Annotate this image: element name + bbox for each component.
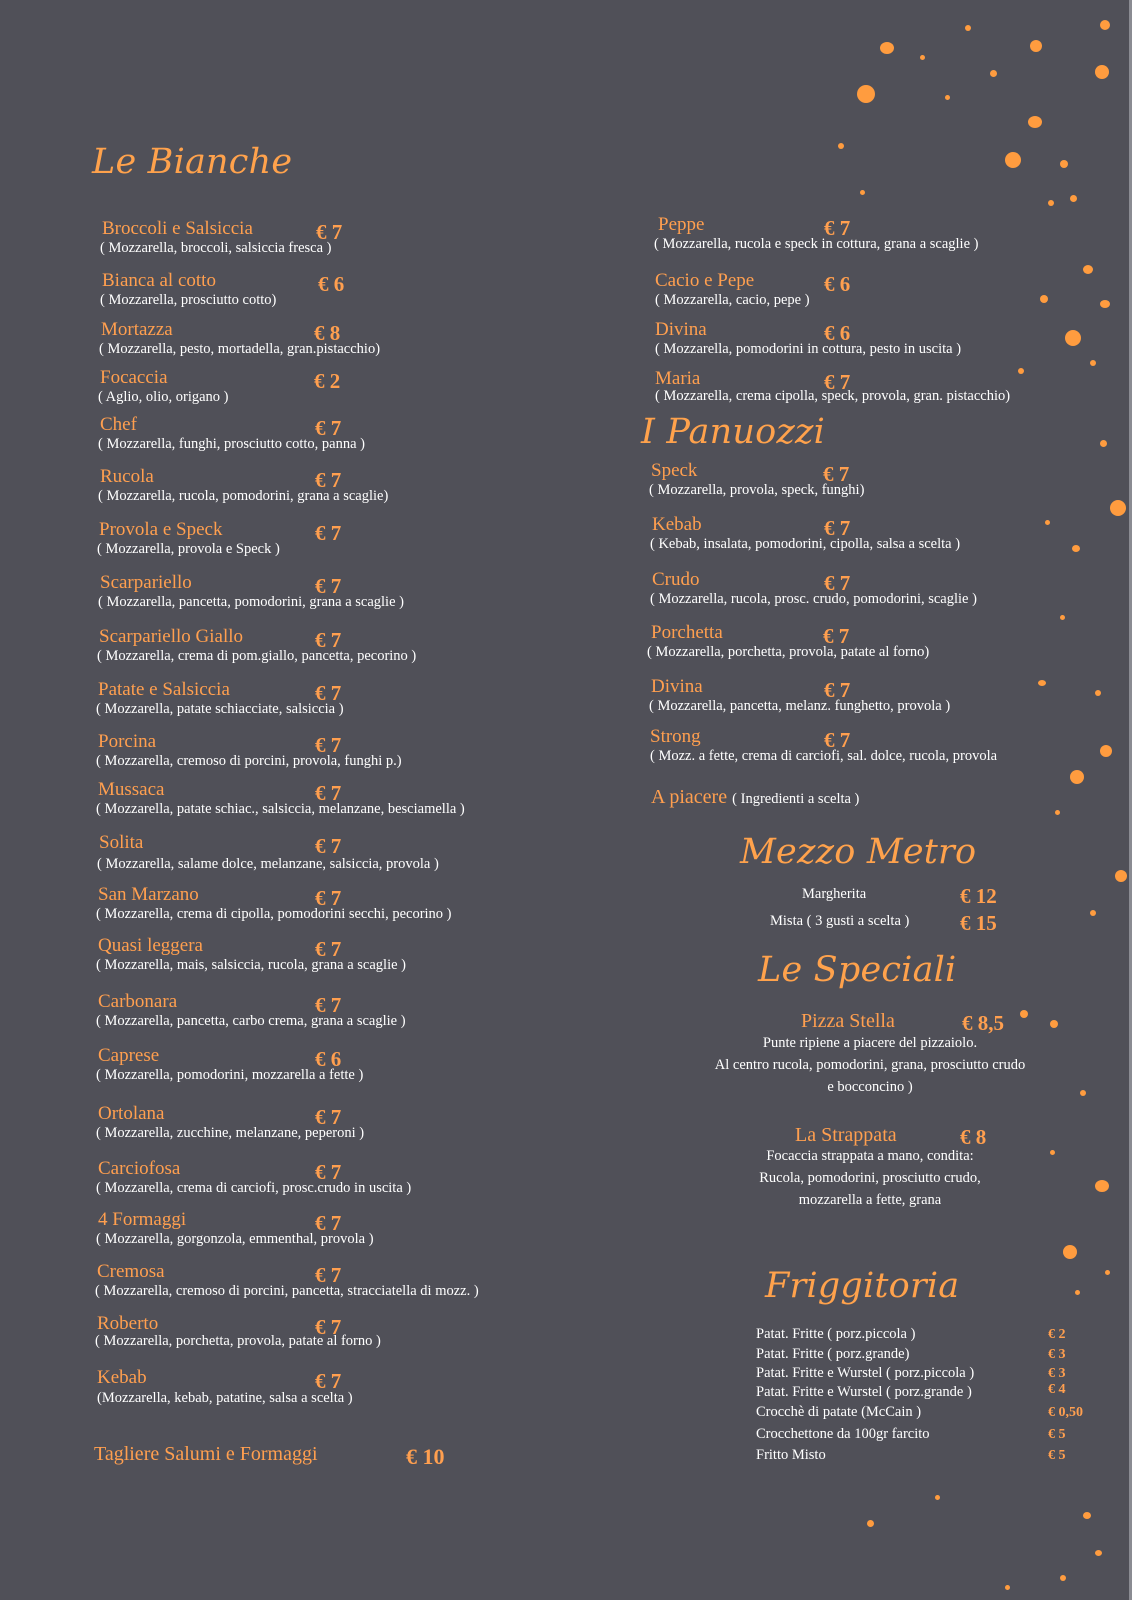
item-name: Cremosa	[97, 1261, 165, 1282]
menu-item	[654, 214, 1132, 260]
special-item-desc-line: mozzarella a fette, grana	[798, 1192, 942, 1208]
item-name: Mortazza	[101, 319, 173, 340]
special-item-desc-line: e bocconcino )	[827, 1079, 913, 1095]
menu-item	[647, 622, 1132, 668]
special-item-name: Pizza Stella	[801, 1010, 895, 1032]
item-price: € 2	[1048, 1327, 1066, 1342]
item-desc: ( Mozzarella, salame dolce, melanzane, salsiccia, provola )	[97, 856, 439, 872]
item-desc: ( Mozzarella, patate schiacciate, salsiccia )	[96, 701, 344, 717]
item-name: Patat. Fritte ( porz.piccola )	[756, 1326, 916, 1342]
item-name: Quasi leggera	[98, 935, 203, 956]
item-name: Caprese	[98, 1045, 160, 1066]
item-desc: ( Aglio, olio, origano )	[98, 389, 229, 405]
mezzo-metro-item-price: € 12	[960, 884, 997, 908]
item-price: € 8	[314, 321, 341, 345]
item-name: Provola e Speck	[99, 519, 223, 540]
item-desc: ( Mozzarella, patate schiac., salsiccia, melanzane, besciamella )	[96, 801, 465, 817]
menu-item	[651, 460, 1132, 506]
menu-item	[98, 1209, 618, 1255]
item-price: € 7	[315, 781, 342, 805]
item-desc: ( Kebab, insalata, pomodorini, cipolla, salsa a scelta )	[650, 536, 961, 552]
special-item-desc-line: Rucola, pomodorini, prosciutto crudo,	[759, 1170, 981, 1186]
item-desc: ( Mozzarella, funghi, prosciutto cotto, panna )	[98, 436, 365, 452]
item-desc: ( Mozzarella, cacio, pepe )	[655, 292, 810, 308]
item-name: Scarpariello	[100, 572, 192, 593]
item-price: € 7	[315, 1315, 342, 1339]
item-name: Divina	[655, 319, 707, 340]
friggitoria-item	[756, 1326, 1116, 1346]
item-price: € 7	[315, 628, 342, 652]
item-name: San Marzano	[98, 884, 199, 905]
item-desc: ( Mozzarella, rucola, prosc. crudo, pomodorini, scaglie )	[650, 591, 977, 607]
section-title-panuozzi: I Panuozzi	[641, 412, 826, 452]
friggitoria-item	[756, 1346, 1116, 1366]
item-name: Mussaca	[98, 779, 165, 800]
item-name: Carciofosa	[98, 1158, 181, 1179]
item-price: € 7	[824, 728, 851, 752]
item-name: Patat. Fritte e Wurstel ( porz.grande )	[756, 1384, 972, 1400]
item-desc: ( Mozzarella, mais, salsiccia, rucola, grana a scaglie )	[96, 957, 406, 973]
item-price: € 6	[318, 272, 345, 296]
menu-item	[650, 726, 1132, 772]
item-price: € 7	[315, 834, 342, 858]
friggitoria-item	[756, 1384, 1116, 1404]
item-desc: ( Mozzarella, crema di carciofi, prosc.crudo in uscita )	[96, 1180, 412, 1196]
item-price: € 7	[315, 993, 342, 1017]
item-desc: ( Mozzarella, pancetta, melanz. funghetto, provola )	[649, 698, 951, 714]
item-name: Maria	[655, 368, 701, 389]
item-desc: ( Mozzarella, crema di pom.giallo, pancetta, pecorino )	[97, 648, 417, 664]
item-desc: (Mozzarella, kebab, patatine, salsa a scelta )	[97, 1390, 353, 1406]
menu-item	[99, 832, 619, 878]
menu-item	[97, 1367, 617, 1413]
item-desc: ( Mozzarella, rucola, pomodorini, grana a scaglie)	[98, 488, 389, 504]
item-price: € 6	[824, 272, 851, 296]
item-desc: ( Mozzarella, pesto, mortadella, gran.pistacchio)	[99, 341, 381, 357]
item-price: € 3	[1048, 1366, 1066, 1381]
item-price: € 7	[823, 462, 850, 486]
menu-item	[102, 218, 622, 264]
item-desc: ( Mozzarella, porchetta, provola, patate al forno)	[647, 644, 930, 660]
item-desc: ( Mozzarella, broccoli, salsiccia fresca )	[100, 240, 332, 256]
menu-item	[102, 270, 622, 316]
item-price: € 7	[315, 416, 342, 440]
a-piacere-item	[651, 786, 859, 809]
item-price: € 4	[1048, 1382, 1066, 1397]
item-price: € 7	[315, 733, 342, 757]
item-desc: ( Mozzarella, cremoso di porcini, provola, funghi p.)	[96, 753, 402, 769]
item-price: € 2	[314, 369, 341, 393]
menu-item	[100, 466, 620, 512]
menu-item	[652, 569, 1132, 615]
item-price: € 7	[824, 678, 851, 702]
item-name: Rucola	[100, 466, 154, 487]
item-name: Divina	[651, 676, 703, 697]
menu-item	[98, 1103, 618, 1149]
item-desc: ( Mozz. a fette, crema di carciofi, sal. dolce, rucola, provola	[650, 748, 998, 764]
menu-item	[98, 679, 618, 725]
item-price: € 7	[315, 1211, 342, 1235]
item-price: € 7	[824, 571, 851, 595]
item-price: € 7	[315, 1160, 342, 1184]
friggitoria-item	[756, 1447, 1116, 1467]
menu-item	[99, 626, 619, 672]
item-name: Patate e Salsiccia	[98, 679, 230, 700]
item-price: € 7	[824, 516, 851, 540]
item-name: Strong	[650, 726, 701, 747]
item-name: Speck	[651, 460, 698, 481]
item-name: Patat. Fritte ( porz.grande)	[756, 1346, 910, 1362]
special-item-name: La Strappata	[795, 1124, 897, 1146]
item-desc: ( Mozzarella, provola e Speck )	[97, 541, 280, 557]
mezzo-metro-item-price: € 15	[960, 911, 997, 935]
item-price: € 5	[1048, 1427, 1066, 1442]
item-price: € 7	[315, 681, 342, 705]
item-price: € 7	[315, 468, 342, 492]
item-desc: ( Mozzarella, gorgonzola, emmenthal, provola )	[96, 1231, 374, 1247]
item-name: 4 Formaggi	[98, 1209, 187, 1230]
menu-item	[98, 1045, 618, 1091]
item-desc: ( Mozzarella, provola, speck, funghi)	[649, 482, 865, 498]
item-desc: ( Mozzarella, prosciutto cotto)	[100, 292, 277, 308]
item-name: Ortolana	[98, 1103, 165, 1124]
item-name: Broccoli e Salsiccia	[102, 218, 253, 239]
item-price: € 7	[315, 1263, 342, 1287]
item-name: Patat. Fritte e Wurstel ( porz.piccola )	[756, 1365, 975, 1381]
item-name: Focaccia	[100, 367, 168, 388]
menu-item	[100, 367, 620, 413]
menu-item	[651, 676, 1132, 722]
special-item-desc-line: Punte ripiene a piacere del pizzaiolo.	[762, 1035, 978, 1051]
item-price: € 7	[824, 370, 851, 394]
item-price: € 7	[315, 937, 342, 961]
item-desc: ( Mozzarella, zucchine, melanzane, peperoni )	[96, 1125, 365, 1141]
item-price: € 7	[316, 220, 343, 244]
menu-item	[655, 270, 1132, 316]
item-desc: ( Mozzarella, rucola e speck in cottura, grana a scaglie )	[654, 236, 979, 252]
item-price: € 7	[315, 574, 342, 598]
friggitoria-item	[756, 1426, 1116, 1446]
item-name: Crocchè di patate (McCain )	[756, 1404, 922, 1420]
item-desc: ( Mozzarella, cremoso di porcini, pancetta, stracciatella di mozz. )	[95, 1283, 479, 1299]
item-desc: ( Mozzarella, pomodorini, mozzarella a fette )	[96, 1067, 364, 1083]
friggitoria-item	[756, 1404, 1116, 1424]
menu-item	[100, 414, 620, 460]
section-title-bianche: Le Bianche	[92, 142, 293, 182]
item-price: € 7	[824, 216, 851, 240]
item-desc: ( Mozzarella, crema di cipolla, pomodorini secchi, pecorino )	[96, 906, 452, 922]
item-desc: ( Mozzarella, pancetta, carbo crema, grana a scaglie )	[96, 1013, 406, 1029]
special-item-desc-line: Al centro rucola, pomodorini, grana, prosciutto crudo	[714, 1057, 1026, 1073]
item-price: € 7	[315, 1105, 342, 1129]
special-item-price: € 8,5	[962, 1011, 1004, 1035]
item-price: € 0,50	[1048, 1405, 1083, 1420]
item-price: € 7	[315, 1369, 342, 1393]
item-name: Crocchettone da 100gr farcito	[756, 1426, 930, 1442]
item-name: Chef	[100, 414, 137, 435]
item-name: Carbonara	[98, 991, 178, 1012]
friggitoria-list	[756, 1326, 1116, 1476]
item-price: € 3	[1048, 1347, 1066, 1362]
item-desc: ( Mozzarella, porchetta, provola, patate al forno )	[95, 1333, 381, 1349]
menu-item	[100, 572, 620, 618]
item-price: € 7	[315, 521, 342, 545]
menu-item	[655, 368, 1132, 414]
menu-item	[98, 935, 618, 981]
item-name: Kebab	[652, 514, 702, 535]
item-desc: ( Mozzarella, crema cipolla, speck, provola, gran. pistacchio)	[655, 388, 1011, 404]
special-item-price: € 8	[960, 1125, 987, 1149]
menu-item	[99, 519, 619, 565]
item-name: Fritto Misto	[756, 1447, 826, 1463]
menu-item	[97, 1261, 617, 1307]
item-name: Kebab	[97, 1367, 147, 1388]
item-price: € 6	[824, 321, 851, 345]
tagliere-price: € 10	[406, 1444, 445, 1469]
menu-item	[98, 779, 618, 825]
menu-item	[652, 514, 1132, 560]
section-title-speciali: Le Speciali	[758, 950, 957, 990]
item-name: Porcina	[98, 731, 157, 752]
menu-item	[655, 319, 1132, 365]
item-name: Porchetta	[651, 622, 723, 643]
tagliere-item	[94, 1443, 318, 1466]
item-name: Bianca al cotto	[102, 270, 216, 291]
item-name: Cacio e Pepe	[655, 270, 755, 291]
menu-item	[98, 731, 618, 777]
item-desc: ( Mozzarella, pancetta, pomodorini, grana a scaglie )	[98, 594, 404, 610]
mezzo-metro-item-name: Mista ( 3 gusti a scelta )	[770, 913, 910, 929]
item-name: Scarpariello Giallo	[99, 626, 244, 647]
section-title-friggitoria: Friggitoria	[765, 1266, 960, 1306]
item-name: Peppe	[658, 214, 705, 235]
item-name: A piacere	[651, 786, 728, 808]
item-price: € 7	[823, 624, 850, 648]
menu-item	[97, 1313, 617, 1359]
item-price: € 7	[315, 886, 342, 910]
item-desc: ( Mozzarella, pomodorini in cottura, pesto in uscita )	[655, 341, 962, 357]
item-price: € 6	[315, 1047, 342, 1071]
section-title-mezzo-metro: Mezzo Metro	[740, 832, 977, 872]
item-name: Roberto	[97, 1313, 159, 1334]
special-item-desc-line: Focaccia strappata a mano, condita:	[766, 1148, 974, 1164]
menu-item	[101, 319, 621, 365]
item-price: € 5	[1048, 1448, 1066, 1463]
menu-item	[98, 884, 618, 930]
item-desc: ( Ingredienti a scelta )	[732, 791, 860, 807]
mezzo-metro-item-name: Margherita	[802, 886, 867, 902]
menu-item	[98, 991, 618, 1037]
item-name: Crudo	[652, 569, 700, 590]
item-name: Tagliere Salumi e Formaggi	[94, 1443, 318, 1465]
menu-item	[98, 1158, 618, 1204]
item-name: Solita	[99, 832, 144, 853]
